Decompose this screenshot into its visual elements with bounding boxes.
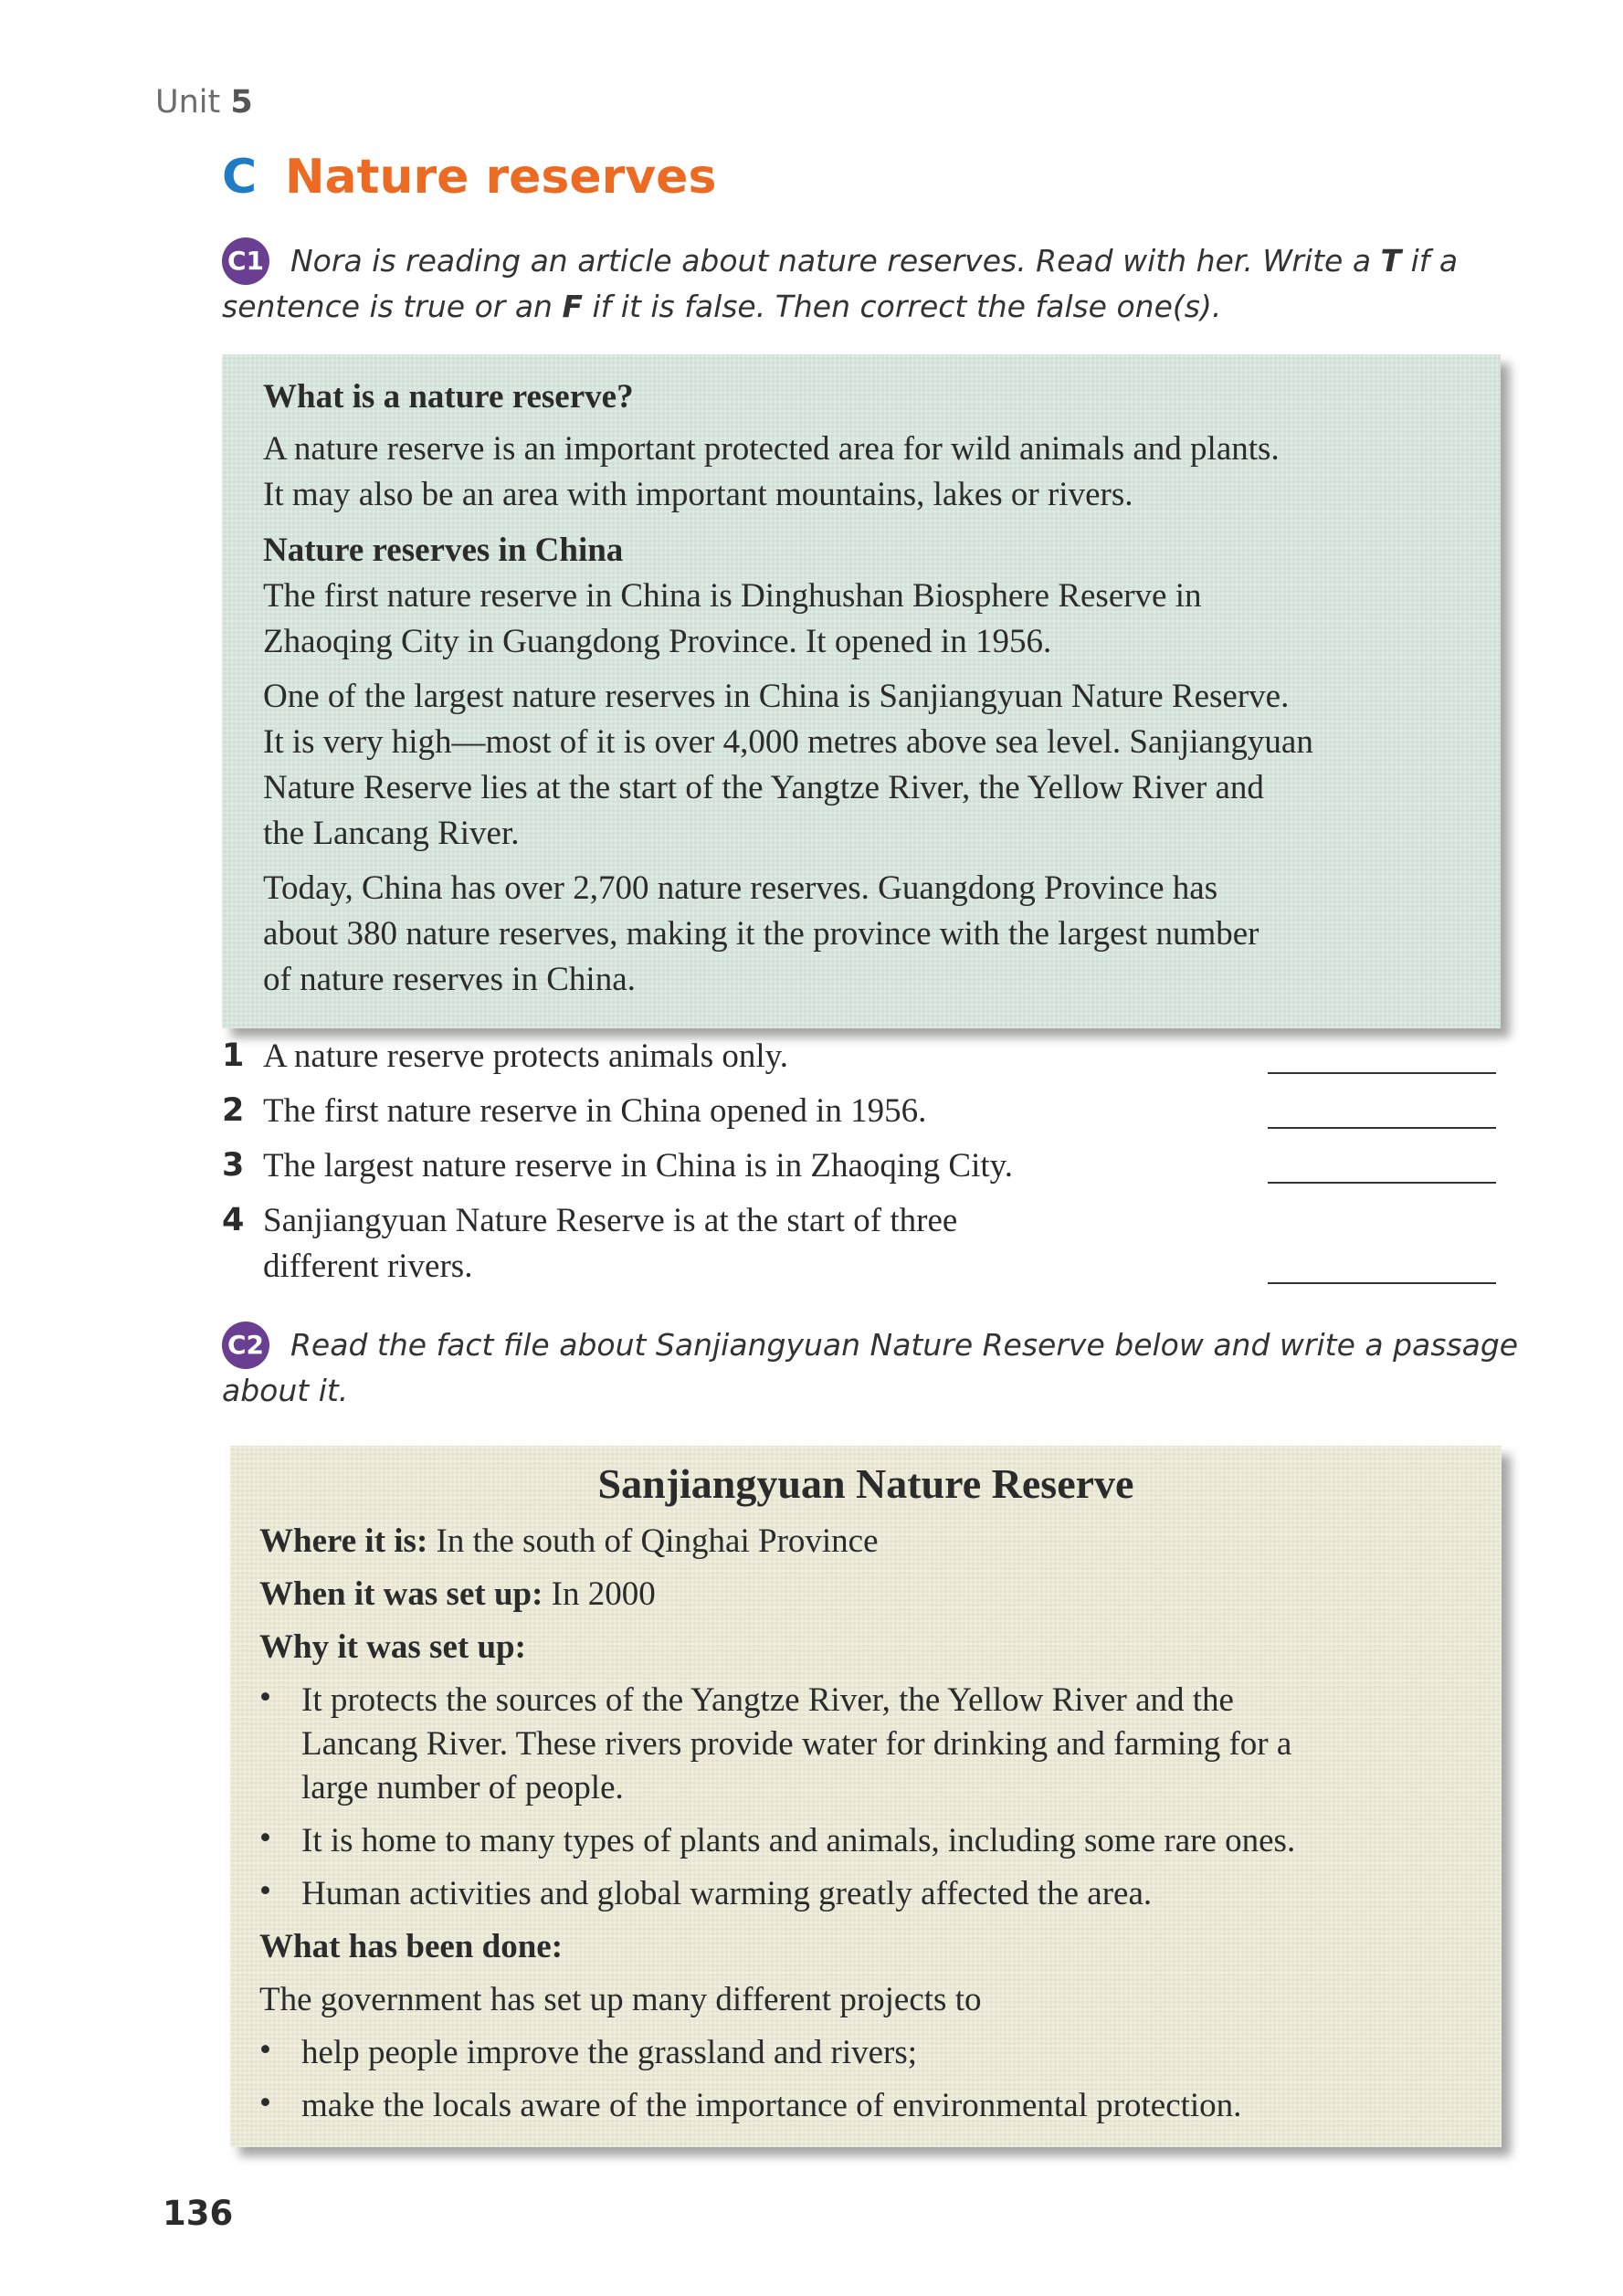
fact-why-b1-line3: large number of people.	[301, 1769, 624, 1806]
page-number: 136	[163, 2194, 234, 2233]
article-p1-line1: A nature reserve is an important protected area for wild animals and plants.	[263, 430, 1280, 468]
article-p1-line2: It may also be an area with important mountains, lakes or rivers.	[263, 476, 1133, 513]
question-text-line1: Sanjiangyuan Nature Reserve is at the start of three	[263, 1202, 958, 1239]
bullet-icon: •	[259, 1679, 271, 1716]
unit-label: Unit 5	[155, 84, 253, 121]
question-text: The first nature reserve in China opened in 1956.	[263, 1092, 927, 1130]
question-number: 4	[222, 1202, 245, 1238]
article-p2-line2: Zhaoqing City in Guangdong Province. It opened in 1956.	[263, 623, 1052, 660]
unit-number: 5	[230, 84, 253, 121]
fact-why-b1-line1: It protects the sources of the Yangtze River, the Yellow River and the	[301, 1681, 1234, 1719]
fact-why-b1-line2: Lancang River. These rivers provide water for drinking and farming for a	[301, 1725, 1292, 1763]
answer-blank[interactable]	[1268, 1182, 1496, 1184]
article-heading-1: What is a nature reserve?	[263, 378, 634, 416]
c2-instruction-line1: Read the fact file about Sanjiangyuan Nature Reserve below and write a passage	[290, 1327, 1519, 1363]
answer-blank[interactable]	[1268, 1127, 1496, 1129]
article-p4-line3: of nature reserves in China.	[263, 961, 636, 998]
fact-when: When it was set up: In 2000	[259, 1575, 656, 1613]
article-p3-line2: It is very high—most of it is over 4,000 metres above sea level. Sanjiangyuan	[263, 723, 1313, 761]
question-number: 3	[222, 1147, 245, 1184]
c1-instruction-line1: Nora is reading an article about nature reserves. Read with her. Write a T if a	[290, 243, 1459, 279]
question-number: 1	[222, 1037, 245, 1074]
answer-blank[interactable]	[1268, 1282, 1496, 1284]
fact-done-b1: help people improve the grassland and rivers;	[301, 2034, 918, 2071]
c2-instruction-line2: about it.	[222, 1373, 349, 1408]
article-p3-line1: One of the largest nature reserves in China is Sanjiangyuan Nature Reserve.	[263, 678, 1290, 715]
bullet-icon: •	[259, 1872, 271, 1910]
fact-where: Where it is: In the south of Qinghai Province	[259, 1522, 879, 1560]
bullet-icon: •	[259, 2031, 271, 2069]
bullet-icon: •	[259, 2084, 271, 2122]
fact-done-b2: make the locals aware of the importance of environmental protection.	[301, 2087, 1242, 2124]
fact-file-title: Sanjiangyuan Nature Reserve	[597, 1460, 1134, 1507]
c2-badge: C2	[222, 1322, 269, 1369]
section-letter: C	[222, 150, 258, 205]
question-text: The largest nature reserve in China is in Zhaoqing City.	[263, 1147, 1013, 1185]
article-heading-2: Nature reserves in China	[263, 532, 624, 569]
answer-blank[interactable]	[1268, 1072, 1496, 1074]
question-text: A nature reserve protects animals only.	[263, 1037, 789, 1075]
article-p3-line3: Nature Reserve lies at the start of the Yangtze River, the Yellow River and	[263, 769, 1264, 806]
article-p4-line1: Today, China has over 2,700 nature reserves. Guangdong Province has	[263, 869, 1218, 907]
bullet-icon: •	[259, 1819, 271, 1857]
article-p4-line2: about 380 nature reserves, making it the province with the largest number	[263, 915, 1259, 953]
fact-done-intro: The government has set up many different projects to	[259, 1981, 982, 2018]
fact-why-b3: Human activities and global warming greatly affected the area.	[301, 1875, 1153, 1912]
article-p3-line4: the Lancang River.	[263, 815, 520, 852]
fact-why-label: Why it was set up:	[259, 1628, 526, 1666]
question-text-line2: different rivers.	[263, 1248, 473, 1285]
c1-badge: C1	[222, 237, 269, 285]
fact-why-b2: It is home to many types of plants and animals, including some rare ones.	[301, 1822, 1296, 1859]
article-p2-line1: The first nature reserve in China is Dinghushan Biosphere Reserve in	[263, 577, 1202, 615]
section-title: Nature reserves	[285, 150, 717, 205]
question-number: 2	[222, 1092, 245, 1129]
fact-done-label: What has been done:	[259, 1928, 564, 1965]
c1-instruction-line2: sentence is true or an F if it is false. Then correct the false one(s).	[222, 289, 1222, 324]
